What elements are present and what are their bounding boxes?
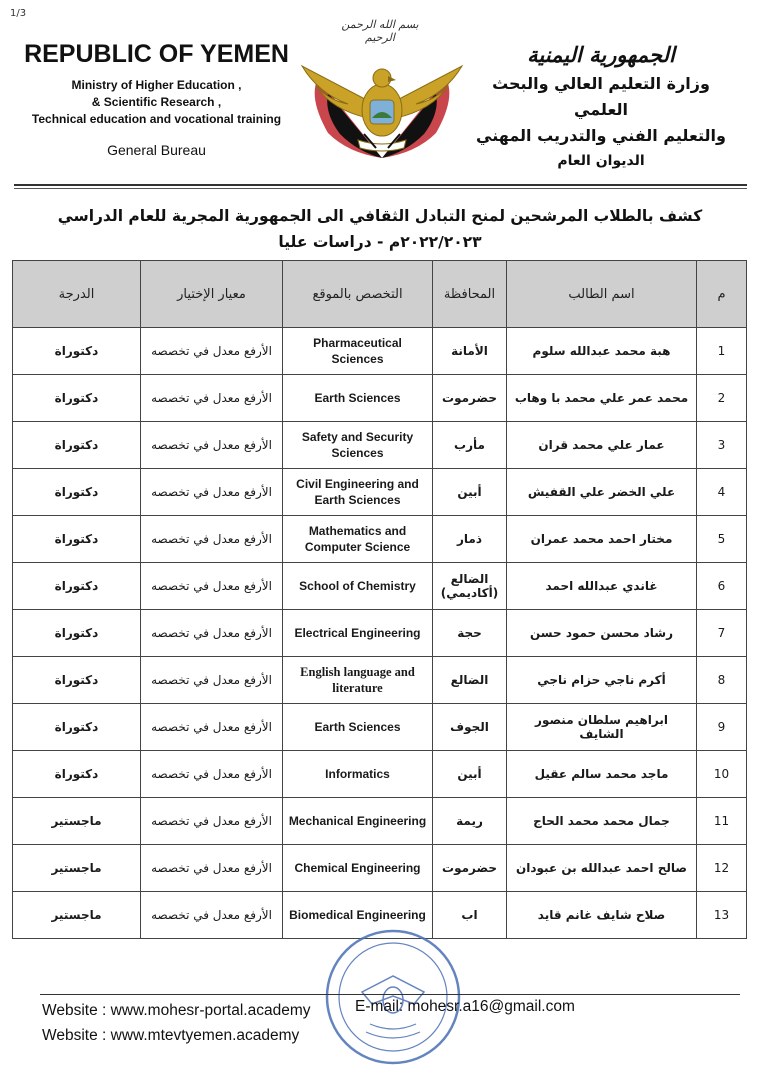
- row-selection-criterion: الأرفع معدل في تخصصه: [141, 328, 283, 375]
- arabic-bureau-name: الديوان العام: [557, 153, 645, 169]
- english-bureau-name: General Bureau: [107, 142, 206, 158]
- row-index: 2: [697, 375, 747, 422]
- table-row: [13, 798, 747, 845]
- official-stamp-icon: [322, 926, 464, 1068]
- row-governorate: ذمار: [433, 516, 507, 563]
- bismillah-calligraphy: بسم الله الرحمن الرحيم: [341, 18, 419, 44]
- candidates-table: [12, 260, 747, 939]
- row-degree: دكتوراة: [13, 563, 141, 610]
- row-degree: ماجستير: [13, 845, 141, 892]
- row-index: 7: [697, 610, 747, 657]
- row-student-name: علي الخضر علي القفيش: [507, 469, 697, 516]
- header-degree: الدرجة: [13, 261, 141, 328]
- row-selection-criterion: الأرفع معدل في تخصصه: [141, 422, 283, 469]
- row-degree: دكتوراة: [13, 610, 141, 657]
- table-row: [13, 422, 747, 469]
- row-index: 10: [697, 751, 747, 798]
- row-specialization: English language and literature: [283, 657, 433, 704]
- row-governorate: الضالع: [433, 657, 507, 704]
- footer-websites: [42, 998, 310, 1048]
- arabic-ministry-line: والتعليم الفني والتدريب المهني: [476, 126, 726, 145]
- row-student-name: صلاح شايف غانم قايد: [507, 892, 697, 939]
- row-index: 13: [697, 892, 747, 939]
- email-link[interactable]: E-mail: mohesr.a16@gmail.com: [355, 998, 575, 1015]
- row-student-name: ماجد محمد سالم عقيل: [507, 751, 697, 798]
- row-specialization: Civil Engineering and Earth Sciences: [283, 469, 433, 516]
- row-selection-criterion: الأرفع معدل في تخصصه: [141, 657, 283, 704]
- row-specialization: Earth Sciences: [283, 375, 433, 422]
- row-selection-criterion: الأرفع معدل في تخصصه: [141, 516, 283, 563]
- row-specialization: Pharmaceutical Sciences: [283, 328, 433, 375]
- row-index: 12: [697, 845, 747, 892]
- header-governorate: المحافظة: [433, 261, 507, 328]
- english-ministry-line: & Scientific Research ,: [91, 95, 222, 109]
- row-degree: دكتوراة: [13, 469, 141, 516]
- row-specialization: Electrical Engineering: [283, 610, 433, 657]
- row-selection-criterion: الأرفع معدل في تخصصه: [141, 469, 283, 516]
- row-governorate: أبين: [433, 469, 507, 516]
- english-letterhead: [14, 40, 299, 158]
- english-country-name: REPUBLIC OF YEMEN: [24, 40, 289, 68]
- row-student-name: عمار علي محمد قران: [507, 422, 697, 469]
- row-selection-criterion: الأرفع معدل في تخصصه: [141, 892, 283, 939]
- table-row: [13, 704, 747, 751]
- row-student-name: محمد عمر علي محمد با وهاب: [507, 375, 697, 422]
- row-degree: دكتوراة: [13, 328, 141, 375]
- row-index: 8: [697, 657, 747, 704]
- row-student-name: هبة محمد عبدالله سلوم: [507, 328, 697, 375]
- row-specialization: Safety and Security Sciences: [283, 422, 433, 469]
- row-student-name: مختار احمد محمد عمران: [507, 516, 697, 563]
- website-link[interactable]: Website : www.mohesr-portal.academy: [42, 1002, 311, 1019]
- header-specialization: التخصص بالموقع: [283, 261, 433, 328]
- row-specialization: Biomedical Engineering: [283, 892, 433, 939]
- row-selection-criterion: الأرفع معدل في تخصصه: [141, 751, 283, 798]
- document-title-line: كشف بالطلاب المرشحين لمنح التبادل الثقافي الى الجمهورية المجرية للعام الدراسي: [57, 207, 703, 225]
- yemen-eagle-emblem-icon: [298, 38, 466, 163]
- arabic-ministry-line: وزارة التعليم العالي والبحث العلمي: [492, 74, 710, 119]
- table-row: [13, 610, 747, 657]
- row-student-name: أكرم ناجي حزام ناجي: [507, 657, 697, 704]
- english-ministry-line: Ministry of Higher Education ,: [71, 78, 242, 92]
- header-index: م: [697, 261, 747, 328]
- row-index: 5: [697, 516, 747, 563]
- row-degree: دكتوراة: [13, 422, 141, 469]
- header-student-name: اسم الطالب: [507, 261, 697, 328]
- row-specialization: Mechanical Engineering: [283, 798, 433, 845]
- row-governorate: مأرب: [433, 422, 507, 469]
- english-ministry-line: Technical education and vocational training: [31, 112, 282, 126]
- english-ministry-name: [14, 77, 299, 128]
- row-selection-criterion: الأرفع معدل في تخصصه: [141, 704, 283, 751]
- row-selection-criterion: الأرفع معدل في تخصصه: [141, 798, 283, 845]
- table-row: [13, 375, 747, 422]
- row-student-name: ابراهيم سلطان منصور الشايف: [507, 704, 697, 751]
- table-row: [13, 328, 747, 375]
- table-header-row: [13, 261, 747, 328]
- table-row: [13, 469, 747, 516]
- row-selection-criterion: الأرفع معدل في تخصصه: [141, 610, 283, 657]
- document-title: [20, 203, 740, 255]
- row-specialization: School of Chemistry: [283, 563, 433, 610]
- row-specialization: Mathematics and Computer Science: [283, 516, 433, 563]
- row-governorate: حجة: [433, 610, 507, 657]
- row-index: 3: [697, 422, 747, 469]
- table-row: [13, 563, 747, 610]
- row-index: 11: [697, 798, 747, 845]
- header-divider: [14, 184, 747, 186]
- arabic-country-name: الجمهورية اليمنية: [527, 42, 675, 67]
- page-number: 1/3: [10, 8, 27, 19]
- row-index: 6: [697, 563, 747, 610]
- footer-divider: [40, 994, 740, 995]
- row-degree: ماجستير: [13, 798, 141, 845]
- row-degree: دكتوراة: [13, 516, 141, 563]
- row-student-name: صالح احمد عبدالله بن عبودان: [507, 845, 697, 892]
- row-governorate: ريمة: [433, 798, 507, 845]
- table-row: [13, 516, 747, 563]
- row-governorate: حضرموت: [433, 375, 507, 422]
- table-row: [13, 845, 747, 892]
- table-row: [13, 657, 747, 704]
- website-link[interactable]: Website : www.mtevtyemen.academy: [42, 1027, 300, 1044]
- row-degree: دكتوراة: [13, 751, 141, 798]
- row-degree: ماجستير: [13, 892, 141, 939]
- row-selection-criterion: الأرفع معدل في تخصصه: [141, 845, 283, 892]
- row-degree: دكتوراة: [13, 704, 141, 751]
- row-specialization: Informatics: [283, 751, 433, 798]
- row-index: 4: [697, 469, 747, 516]
- row-student-name: رشاد محسن حمود حسن: [507, 610, 697, 657]
- row-governorate: الضالع (أكاديمي): [433, 563, 507, 610]
- row-governorate: الأمانة: [433, 328, 507, 375]
- row-governorate: أبين: [433, 751, 507, 798]
- document-title-line: ٢٠٢٢/٢٠٢٣م - دراسات عليا: [278, 233, 482, 251]
- row-selection-criterion: الأرفع معدل في تخصصه: [141, 375, 283, 422]
- row-governorate: الجوف: [433, 704, 507, 751]
- arabic-letterhead: [471, 42, 731, 169]
- row-student-name: غاندي عبدالله احمد: [507, 563, 697, 610]
- header-divider: [14, 188, 747, 189]
- row-degree: دكتوراة: [13, 375, 141, 422]
- row-student-name: جمال محمد محمد الحاج: [507, 798, 697, 845]
- row-specialization: Chemical Engineering: [283, 845, 433, 892]
- row-specialization: Earth Sciences: [283, 704, 433, 751]
- table-row: [13, 751, 747, 798]
- row-degree: دكتوراة: [13, 657, 141, 704]
- row-governorate: اب: [433, 892, 507, 939]
- row-selection-criterion: الأرفع معدل في تخصصه: [141, 563, 283, 610]
- row-index: 9: [697, 704, 747, 751]
- row-index: 1: [697, 328, 747, 375]
- row-governorate: حضرموت: [433, 845, 507, 892]
- header-selection-criterion: معيار الإختيار: [141, 261, 283, 328]
- arabic-ministry-name: [471, 71, 731, 149]
